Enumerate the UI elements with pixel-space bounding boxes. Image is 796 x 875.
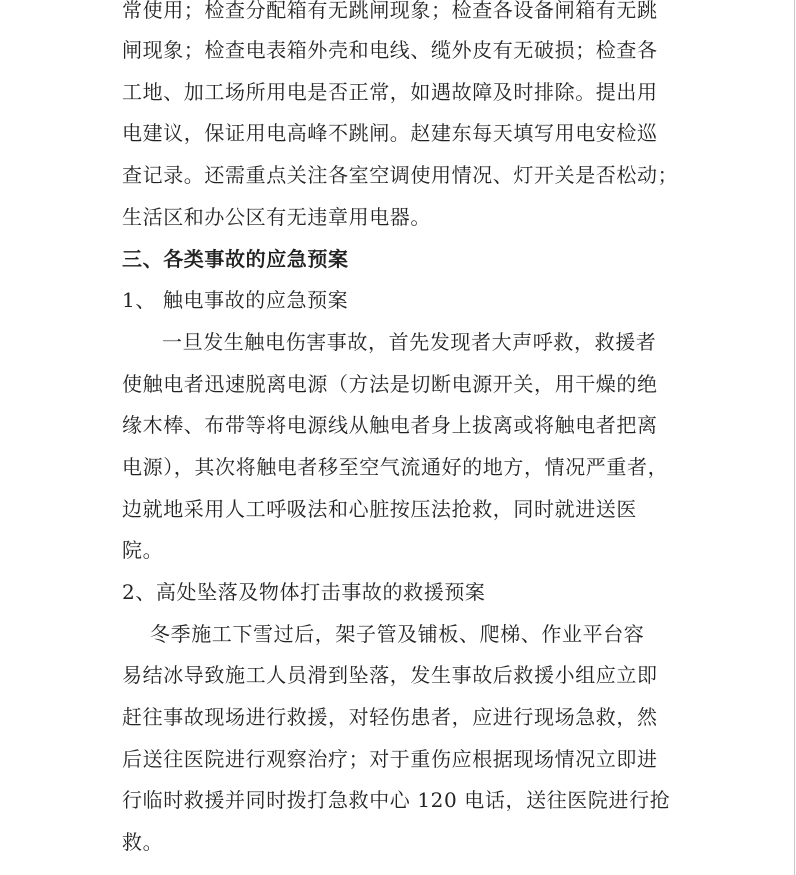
- section-heading: 三、各类事故的应急预案: [122, 247, 349, 271]
- body-text-line: 使触电者迅速脱离电源（方法是切断电源开关，用干燥的绝: [122, 372, 658, 396]
- subsection-heading: 2、高处坠落及物体打击事故的救援预案: [122, 580, 486, 604]
- body-text-line: 救。: [122, 830, 164, 854]
- body-text-line: 常使用；检查分配箱有无跳闸现象；检查各设备闸箱有无跳: [122, 0, 658, 22]
- body-text-line: 赶往事故现场进行救援，对轻伤患者，应进行现场急救，然: [122, 705, 658, 729]
- body-text-line: 闸现象；检查电表箱外壳和电线、缆外皮有无破损；检查各: [122, 38, 658, 62]
- body-text-line: 电源），其次将触电者移至空气流通好的地方，情况严重者，: [122, 455, 669, 479]
- body-text-line: 冬季施工下雪过后，架子管及铺板、爬梯、作业平台容: [150, 622, 645, 646]
- body-text-line: 边就地采用人工呼吸法和心脏按压法抢救，同时就进送医: [122, 497, 637, 521]
- body-text-line: 易结冰导致施工人员滑到坠落，发生事故后救援小组应立即: [122, 663, 658, 687]
- body-text-line: 行临时救援并同时拨打急救中心 120 电话，送往医院进行抢: [122, 788, 671, 812]
- body-text-line: 后送往医院进行观察治疗；对于重伤应根据现场情况立即进: [122, 747, 658, 771]
- body-text-line: 院。: [122, 538, 164, 562]
- body-text-line: 查记录。还需重点关注各室空调使用情况、灯开关是否松动；: [122, 163, 679, 187]
- body-text-line: 电建议，保证用电高峰不跳闸。赵建东每天填写用电安检巡: [122, 121, 658, 145]
- body-text-line: 工地、加工场所用电是否正常，如遇故障及时排除。提出用: [122, 80, 658, 104]
- body-text-line: 一旦发生触电伤害事故，首先发现者大声呼救，救援者: [162, 330, 657, 354]
- body-text-line: 生活区和办公区有无违章用电器。: [122, 205, 431, 229]
- body-text-line: 缘木棒、布带等将电源线从触电者身上拔离或将触电者把离: [122, 413, 658, 437]
- subsection-heading: 1、 触电事故的应急预案: [122, 288, 349, 312]
